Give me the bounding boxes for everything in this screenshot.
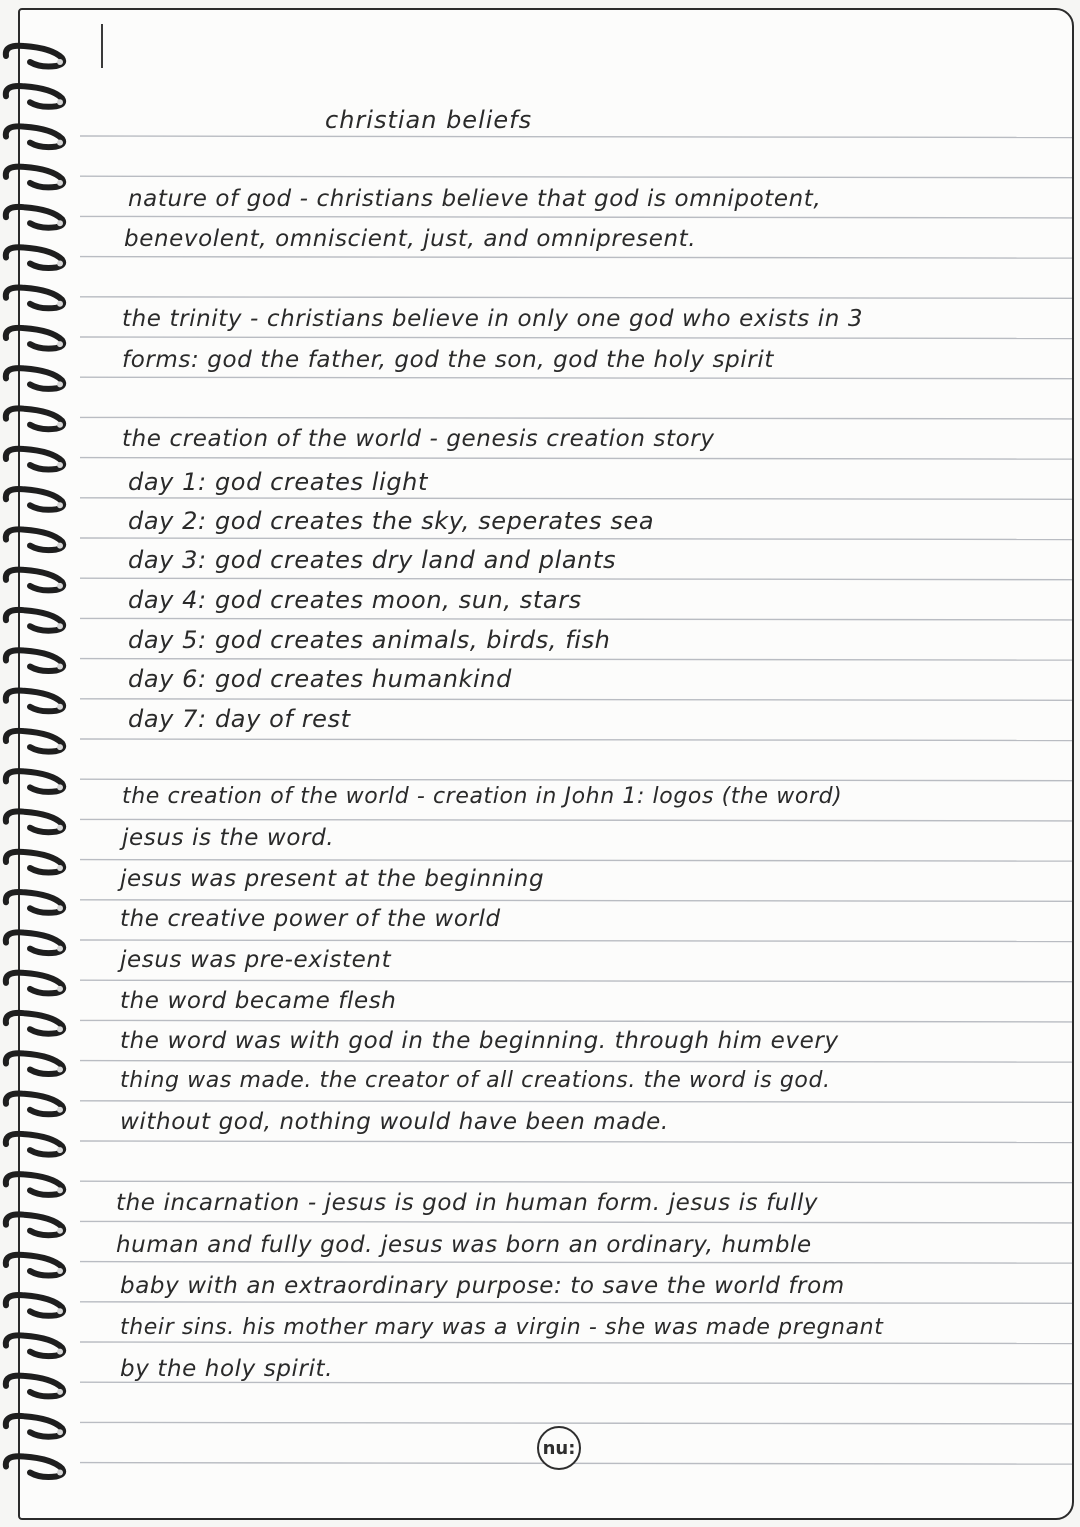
spiral-coil <box>6 86 63 107</box>
spiral-coil <box>6 1013 63 1034</box>
spiral-coil <box>6 1214 63 1235</box>
rule-line <box>80 779 1072 781</box>
note-line: the creation of the world - creation in John 1: logos (the word) <box>122 784 843 809</box>
spiral-coil <box>6 46 63 67</box>
rule-line <box>80 498 1072 500</box>
rule-line <box>80 1181 1072 1183</box>
rule-line <box>80 1061 1072 1063</box>
note-line: human and fully god. jesus was born an ordinary, humble <box>116 1232 812 1258</box>
rule-line <box>80 297 1072 299</box>
note-line: jesus was pre-existent <box>120 947 392 973</box>
rule-line <box>80 739 1072 741</box>
spiral-coil <box>6 288 63 309</box>
note-line: day 4: god creates moon, sun, stars <box>128 586 582 614</box>
rule-line <box>80 578 1072 580</box>
spiral-coil <box>6 408 63 429</box>
spiral-coil <box>6 328 63 349</box>
note-line: jesus was present at the beginning <box>120 866 545 892</box>
spiral-coil <box>6 932 63 953</box>
spiral-coil <box>6 1295 63 1316</box>
note-line: the creation of the world - genesis creation story <box>122 426 715 452</box>
note-line: jesus is the word. <box>122 825 335 851</box>
rule-line <box>80 659 1072 661</box>
spiral-coil <box>6 1053 63 1074</box>
rule-line <box>80 337 1072 339</box>
note-line: the incarnation - jesus is god in human form. jesus is fully <box>116 1190 819 1216</box>
rule-line <box>80 1020 1072 1022</box>
note-line: their sins. his mother mary was a virgin - she was made pregnant <box>120 1315 884 1340</box>
rule-line <box>80 1382 1072 1384</box>
spiral-coil <box>6 570 63 591</box>
rule-line <box>80 1463 1072 1465</box>
spiral-coil <box>6 529 63 550</box>
note-line: without god, nothing would have been made. <box>120 1109 669 1135</box>
rule-line <box>80 1221 1072 1223</box>
rule-line <box>80 1101 1072 1103</box>
spiral-coil <box>6 1376 63 1397</box>
spiral-coil <box>6 368 63 389</box>
page-title: christian beliefs <box>325 106 533 134</box>
spiral-coil <box>6 1456 63 1477</box>
note-line: day 1: god creates light <box>128 468 428 496</box>
rule-line <box>80 860 1072 862</box>
rule-line <box>80 940 1072 942</box>
spiral-coil <box>6 247 63 268</box>
spiral-coil <box>6 1134 63 1155</box>
rule-line <box>80 377 1072 379</box>
spiral-coil <box>6 1094 63 1115</box>
note-line: by the holy spirit. <box>120 1356 334 1382</box>
spiral-coil <box>6 1255 63 1276</box>
spiral-coil <box>6 811 63 832</box>
rule-line <box>80 699 1072 701</box>
note-line: day 5: god creates animals, birds, fish <box>128 626 611 654</box>
spiral-coil <box>6 691 63 712</box>
spiral-coil <box>6 731 63 752</box>
rule-line <box>80 458 1072 460</box>
rule-line <box>80 417 1072 419</box>
note-line: day 3: god creates dry land and plants <box>128 546 617 574</box>
spiral-coil <box>6 892 63 913</box>
note-line: the creative power of the world <box>120 906 501 932</box>
rule-line <box>80 1422 1072 1424</box>
note-line: day 7: day of rest <box>128 705 351 733</box>
spiral-coil <box>6 449 63 470</box>
spiral-coil <box>6 489 63 510</box>
rule-line <box>80 980 1072 982</box>
note-line: the word was with god in the beginning. through him every <box>120 1028 839 1054</box>
note-line: day 6: god creates humankind <box>128 665 512 693</box>
rule-line <box>80 1262 1072 1264</box>
rule-line <box>80 618 1072 620</box>
spiral-coil <box>6 610 63 631</box>
spiral-coil <box>6 126 63 147</box>
note-line: baby with an extraordinary purpose: to save the world from <box>120 1273 845 1299</box>
spiral-coil <box>6 1416 63 1437</box>
brand-logo: nu: <box>537 1426 581 1470</box>
note-line: nature of god - christians believe that god is omnipotent, <box>128 186 822 212</box>
rule-line <box>80 136 1072 138</box>
spiral-coil <box>6 1335 63 1356</box>
note-line: the word became flesh <box>120 988 397 1014</box>
note-line: the trinity - christians believe in only one god who exists in 3 <box>122 306 864 332</box>
note-line: benevolent, omniscient, just, and omnipresent. <box>124 226 697 252</box>
note-line: thing was made. the creator of all creations. the word is god. <box>120 1068 831 1093</box>
rule-line <box>80 257 1072 259</box>
rule-line <box>80 1302 1072 1304</box>
rule-line <box>80 176 1072 178</box>
spiral-coil <box>6 973 63 994</box>
note-line: forms: god the father, god the son, god the holy spirit <box>122 347 774 373</box>
note-line: day 2: god creates the sky, seperates sea <box>128 507 655 535</box>
rule-line <box>80 900 1072 902</box>
spiral-coil <box>6 650 63 671</box>
spiral-coil <box>6 1174 63 1195</box>
rule-line <box>80 1342 1072 1344</box>
spiral-coil <box>6 167 63 188</box>
spiral-coil <box>6 852 63 873</box>
rule-line <box>80 538 1072 540</box>
rule-line <box>80 1141 1072 1143</box>
spiral-coil <box>6 207 63 228</box>
spiral-binding-icon <box>0 40 80 1480</box>
spiral-coil <box>6 771 63 792</box>
rule-line <box>80 819 1072 821</box>
rule-line <box>80 216 1072 218</box>
